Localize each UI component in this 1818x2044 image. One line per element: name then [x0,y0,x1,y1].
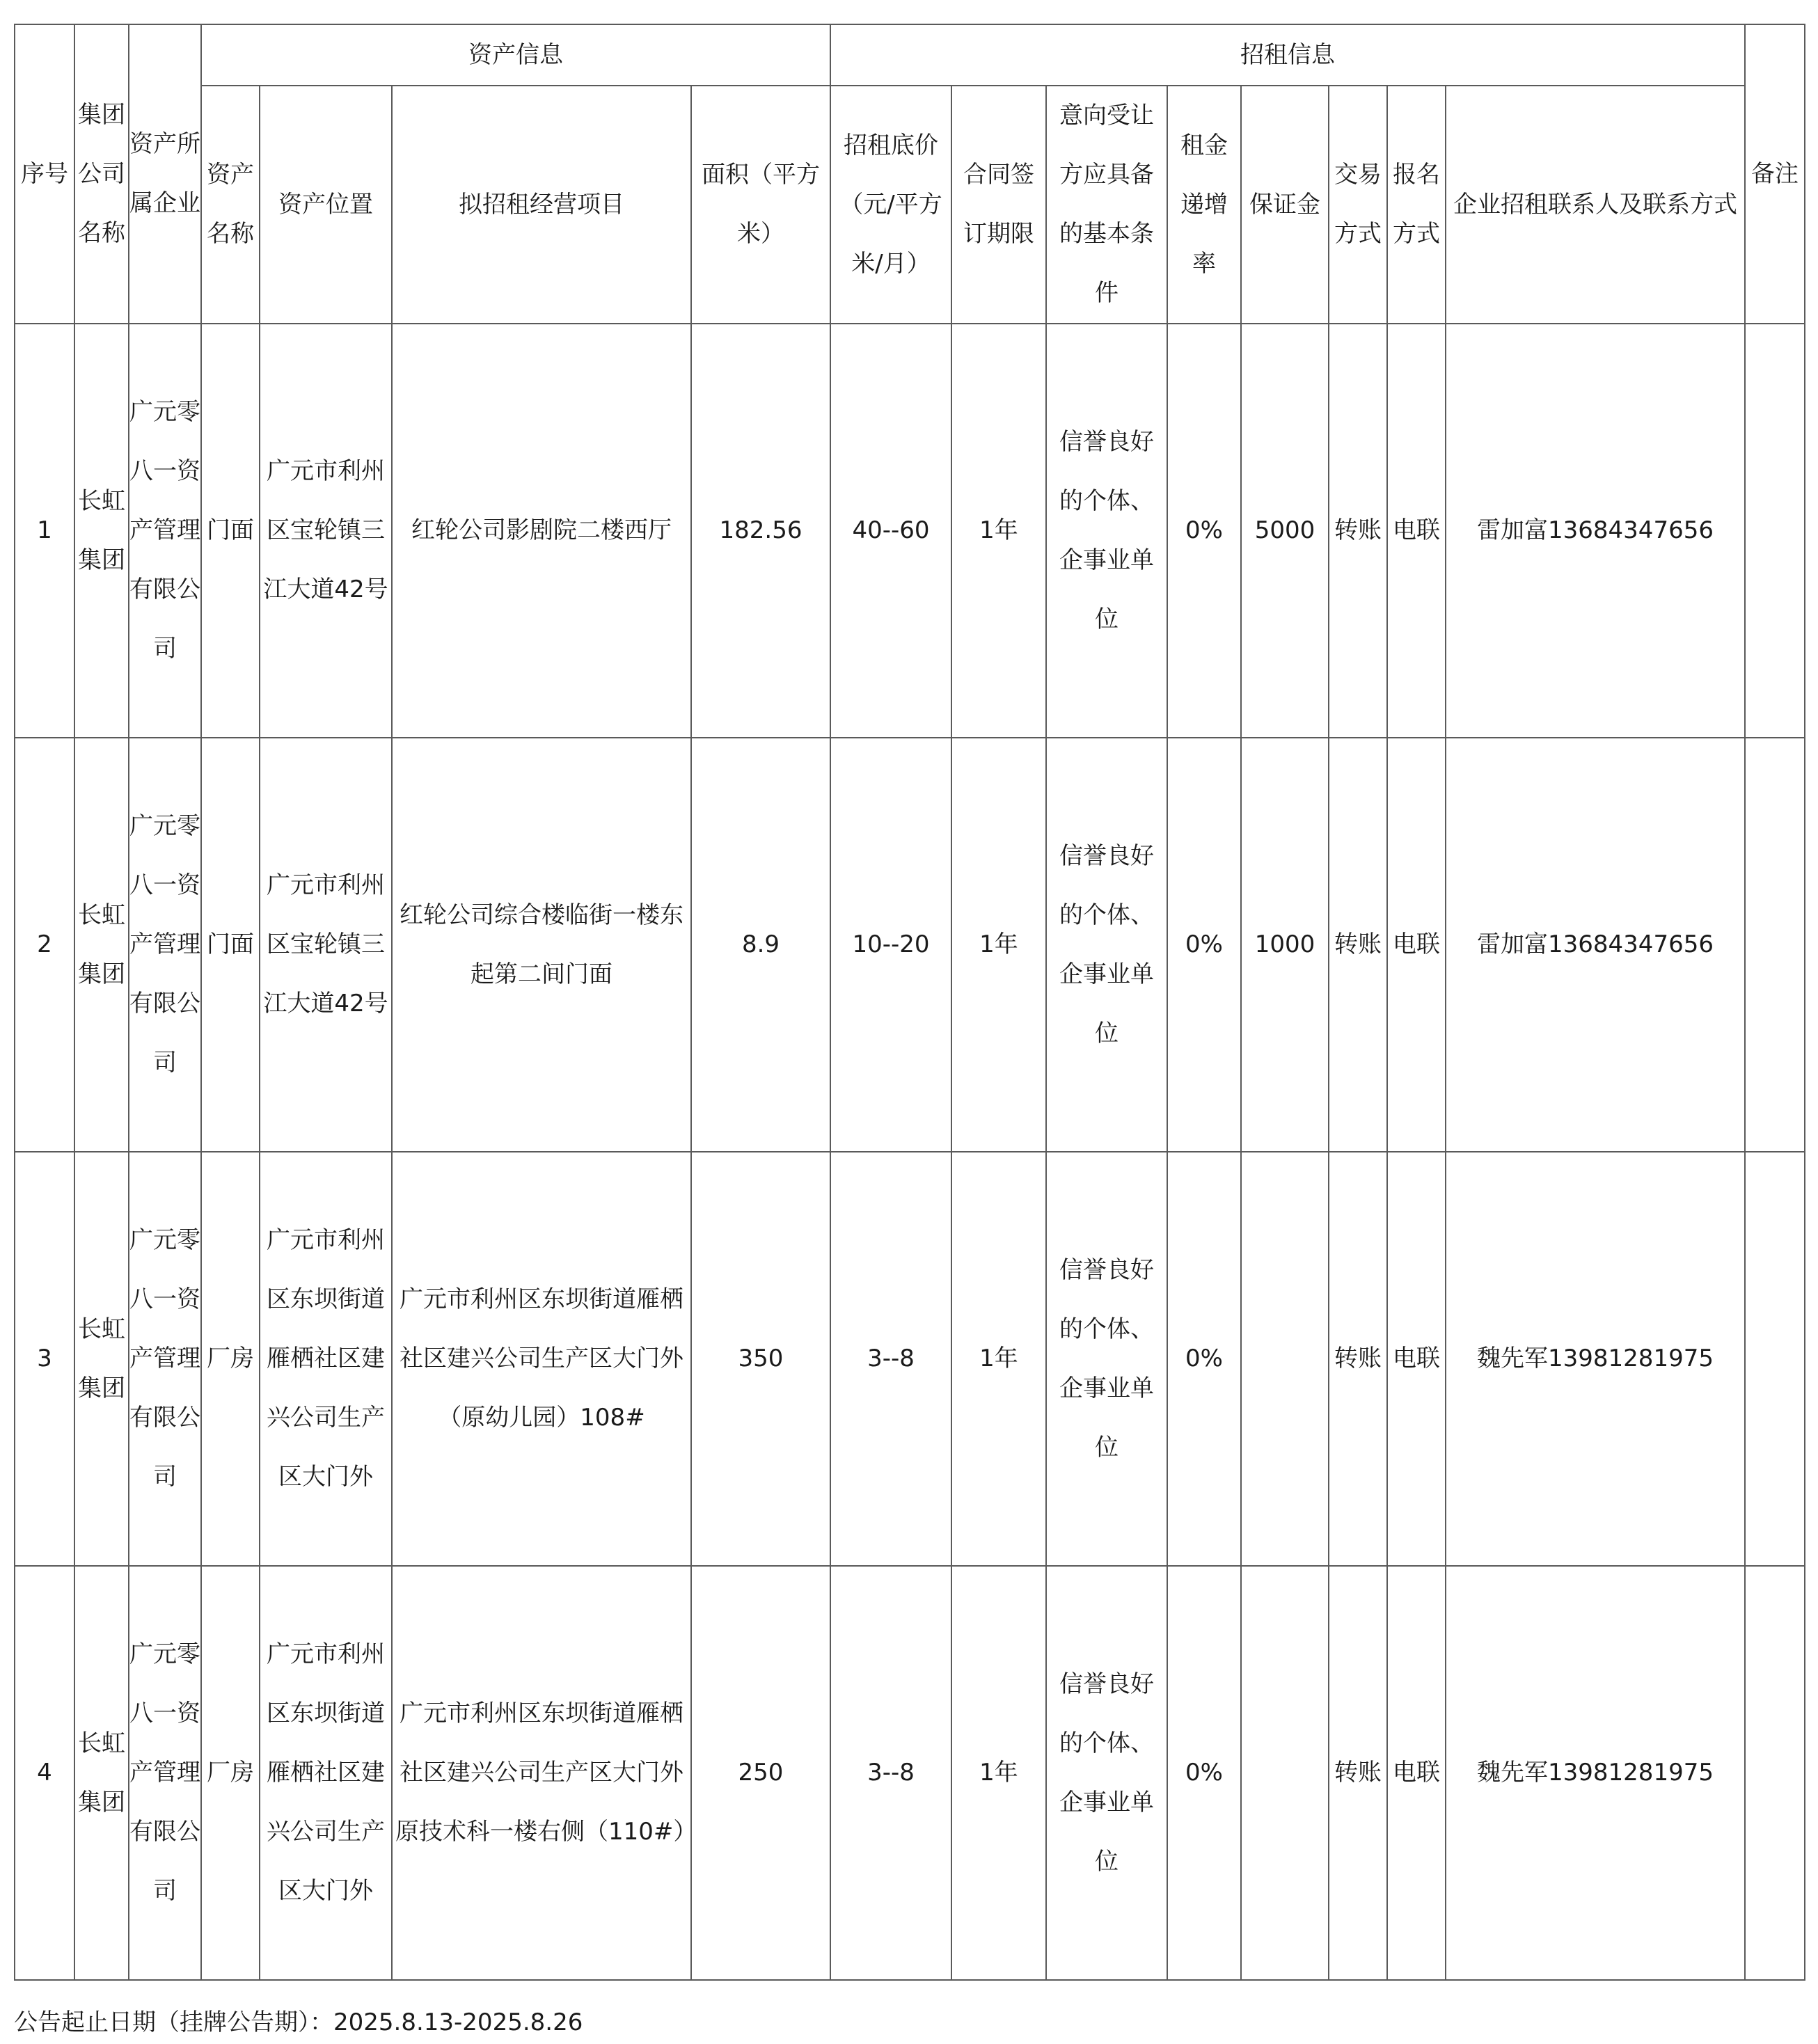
header-group: 集团公司名称 [74,24,129,324]
cell-seq: 1 [15,324,74,738]
cell-remark [1745,324,1805,738]
header-asset-name: 资产名称 [201,86,260,324]
cell-location: 广元市利州区宝轮镇三江大道42号 [260,324,392,738]
cell-trade: 转账 [1329,1566,1387,1980]
cell-term: 1年 [951,1152,1046,1566]
cell-project: 红轮公司影剧院二楼西厅 [392,324,691,738]
header-conditions: 意向受让方应具备的基本条件 [1046,86,1167,324]
cell-base-price: 40--60 [830,324,951,738]
cell-base-price: 3--8 [830,1566,951,1980]
cell-group: 长虹集团 [74,738,129,1152]
cell-area: 250 [691,1566,830,1980]
cell-signup: 电联 [1387,1152,1446,1566]
announcement-period: 公告起止日期（挂牌公告期）：2025.8.13-2025.8.26 [14,2009,583,2036]
cell-location: 广元市利州区东坝街道雁栖社区建兴公司生产区大门外 [260,1566,392,1980]
header-rent-info: 招租信息 [830,24,1745,86]
cell-signup: 电联 [1387,324,1446,738]
cell-asset-name: 门面 [201,324,260,738]
cell-asset-name: 门面 [201,738,260,1152]
cell-increase: 0% [1167,1566,1241,1980]
cell-project: 广元市利州区东坝街道雁栖社区建兴公司生产区大门外原技术科一楼右侧（110#） [392,1566,691,1980]
cell-signup: 电联 [1387,738,1446,1152]
cell-seq: 4 [15,1566,74,1980]
cell-deposit [1241,1566,1329,1980]
cell-asset-name: 厂房 [201,1566,260,1980]
cell-contact: 雷加富13684347656 [1446,738,1745,1152]
table-row [15,738,1805,1152]
header-remark: 备注 [1745,24,1805,324]
cell-remark [1745,1152,1805,1566]
cell-trade: 转账 [1329,738,1387,1152]
cell-project: 红轮公司综合楼临街一楼东起第二间门面 [392,738,691,1152]
cell-conditions: 信誉良好的个体、企事业单位 [1046,738,1167,1152]
cell-company: 广元零八一资产管理有限公司 [129,324,201,738]
cell-area: 350 [691,1152,830,1566]
cell-deposit [1241,1152,1329,1566]
cell-contact: 雷加富13684347656 [1446,324,1745,738]
cell-conditions: 信誉良好的个体、企事业单位 [1046,1152,1167,1566]
cell-company: 广元零八一资产管理有限公司 [129,738,201,1152]
table-row [15,324,1805,738]
cell-group: 长虹集团 [74,324,129,738]
cell-group: 长虹集团 [74,1152,129,1566]
cell-increase: 0% [1167,738,1241,1152]
header-asset-info: 资产信息 [201,24,830,86]
header-deposit: 保证金 [1241,86,1329,324]
cell-base-price: 3--8 [830,1152,951,1566]
cell-project: 广元市利州区东坝街道雁栖社区建兴公司生产区大门外（原幼儿园）108# [392,1152,691,1566]
header-area: 面积（平方米） [691,86,830,324]
header-contact: 企业招租联系人及联系方式 [1446,86,1745,324]
cell-remark [1745,738,1805,1152]
cell-term: 1年 [951,738,1046,1152]
header-increase: 租金递增率 [1167,86,1241,324]
cell-location: 广元市利州区东坝街道雁栖社区建兴公司生产区大门外 [260,1152,392,1566]
header-base-price: 招租底价（元/平方米/月） [830,86,951,324]
header-project: 拟招租经营项目 [392,86,691,324]
cell-contact: 魏先军13981281975 [1446,1152,1745,1566]
cell-remark [1745,1566,1805,1980]
cell-location: 广元市利州区宝轮镇三江大道42号 [260,738,392,1152]
cell-base-price: 10--20 [830,738,951,1152]
cell-conditions: 信誉良好的个体、企事业单位 [1046,324,1167,738]
cell-trade: 转账 [1329,324,1387,738]
cell-signup: 电联 [1387,1566,1446,1980]
table-row [15,1152,1805,1566]
cell-increase: 0% [1167,1152,1241,1566]
cell-company: 广元零八一资产管理有限公司 [129,1152,201,1566]
cell-group: 长虹集团 [74,1566,129,1980]
cell-increase: 0% [1167,324,1241,738]
header-signup: 报名方式 [1387,86,1446,324]
cell-trade: 转账 [1329,1152,1387,1566]
rental-listing-table [14,24,1805,1981]
cell-deposit: 1000 [1241,738,1329,1152]
cell-term: 1年 [951,324,1046,738]
header-company: 资产所属企业 [129,24,201,324]
cell-company: 广元零八一资产管理有限公司 [129,1566,201,1980]
cell-conditions: 信誉良好的个体、企事业单位 [1046,1566,1167,1980]
cell-term: 1年 [951,1566,1046,1980]
header-seq: 序号 [15,24,74,324]
cell-seq: 2 [15,738,74,1152]
header-trade: 交易方式 [1329,86,1387,324]
cell-deposit: 5000 [1241,324,1329,738]
header-location: 资产位置 [260,86,392,324]
header-term: 合同签订期限 [951,86,1046,324]
table-row [15,1566,1805,1980]
cell-contact: 魏先军13981281975 [1446,1566,1745,1980]
cell-asset-name: 厂房 [201,1152,260,1566]
cell-seq: 3 [15,1152,74,1566]
cell-area: 8.9 [691,738,830,1152]
cell-area: 182.56 [691,324,830,738]
